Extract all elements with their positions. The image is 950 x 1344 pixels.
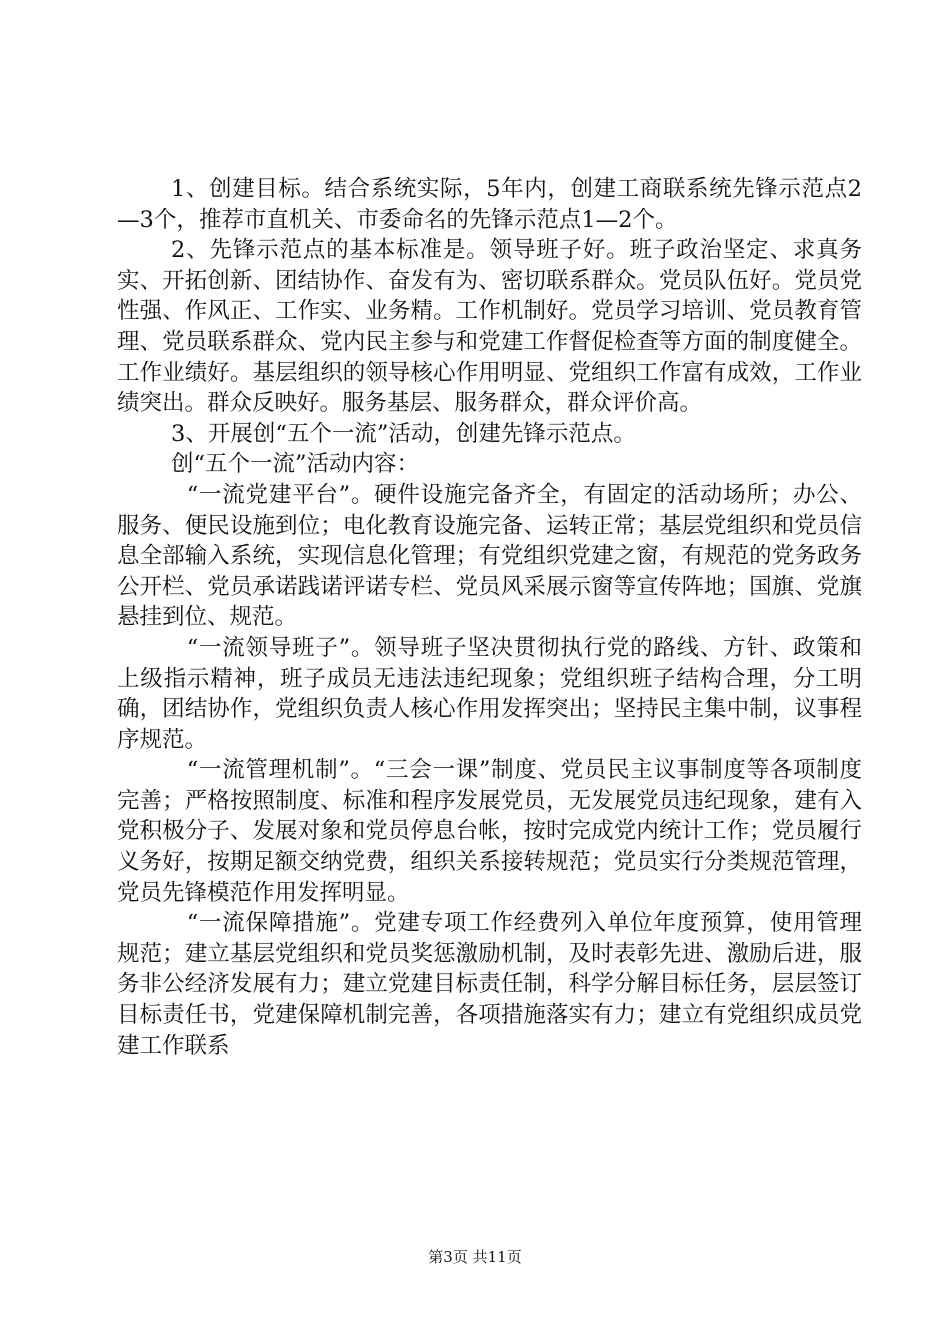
document-body (117, 174, 862, 1061)
paragraph-activity-content-heading: 创“五个一流”活动内容： (171, 451, 420, 478)
paragraph-leadership: “一流领导班子”。领导班子坚决贯彻执行党的路线、方针、政策和上级指示精神，班子成员无违法违纪现象；党组织班子结构合理，分工明确，团结协作，党组织负责人核心作用发挥突出；坚持民主集中制，议事程序规范。 (117, 634, 862, 753)
page-footer: 第3页 共11页 (428, 1248, 522, 1266)
paragraph-safeguards: “一流保障措施”。党建专项工作经费列入单位年度预算，使用管理规范；建立基层党组织和党员奖惩激励机制，及时表彰先进、激励后进，服务非公经济发展有力；建立党建目标责任制，科学分解目标任务，层层签订目标责任书，党建保障机制完善，各项措施落实有力；建立有党组织成员党建工作联系 (117, 910, 862, 1059)
paragraph-standards: 2、先锋示范点的基本标准是。领导班子好。班子政治坚定、求真务实、开拓创新、团结协作、奋发有为、密切联系群众。党员队伍好。党员党性强、作风正、工作实、业务精。工作机制好。党员学习培训、党员教育管理、党员联系群众、党内民主参与和党建工作督促检查等方面的制度健全。工作业绩好。基层组织的领导核心作用明显、党组织工作富有成效，工作业绩突出。群众反映好。服务基层、服务群众，群众评价高。 (117, 237, 862, 417)
paragraph-platform: “一流党建平台”。硬件设施完备齐全，有固定的活动场所；办公、服务、便民设施到位；电化教育设施完备、运转正常；基层党组织和党员信息全部输入系统，实现信息化管理；有党组织党建之窗，有规范的党务政务公开栏、党员承诺践诺评诺专栏、党员风采展示窗等宣传阵地；国旗、党旗悬挂到位、规范。 (117, 481, 862, 631)
paragraph-activity: 3、开展创“五个一流”活动，创建先锋示范点。 (171, 420, 636, 447)
paragraph-goal: 1、创建目标。结合系统实际，5年内，创建工商联系统先锋示范点2—3个，推荐市直机关、市委命名的先锋示范点1—2个。 (117, 176, 862, 233)
paragraph-mechanism: “一流管理机制”。“三会一课”制度、党员民主议事制度等各项制度完善；严格按照制度、标准和程序发展党员，无发展党员违纪现象，建有入党积极分子、发展对象和党员停息台帐，按时完成党内统计工作；党员履行义务好，按期足额交纳党费，组织关系接转规范；党员实行分类规范管理，党员先锋模范作用发挥明显。 (117, 757, 862, 906)
